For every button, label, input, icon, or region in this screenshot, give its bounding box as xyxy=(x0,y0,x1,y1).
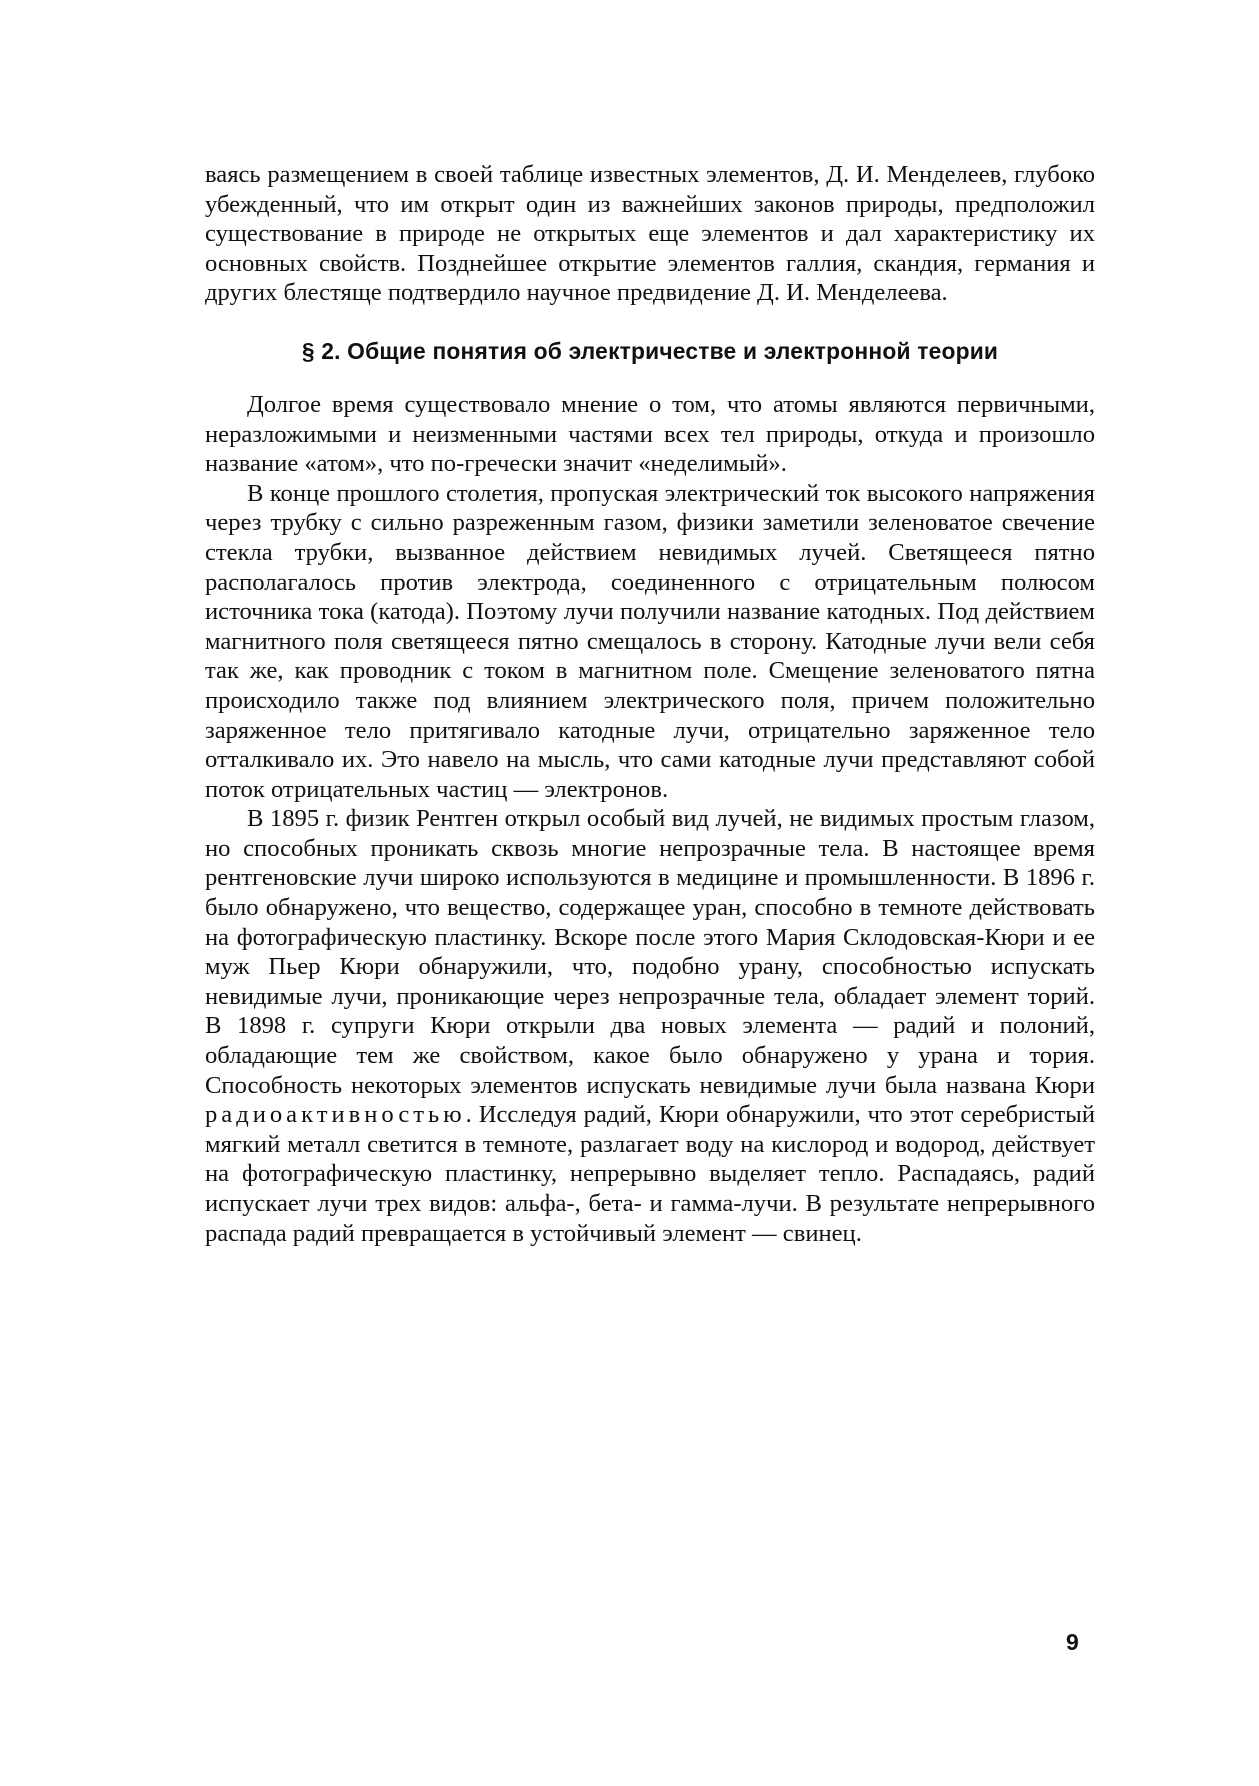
document-page xyxy=(205,160,1095,1248)
intro-paragraph: ваясь размещением в своей таблице известных элементов, Д. И. Менделеев, глубоко убежденный, что им открыт один из важнейших законов природы, предположил существование в природе не открытых еще элементов и дал характеристику их основных свойств. Позднейшее открытие элементов галлия, скандия, германия и других блестяще подтвердило научное предвидение Д. И. Менделеева. xyxy=(205,161,1095,307)
page-number: 9 xyxy=(1066,1629,1079,1655)
paragraph-radioactivity xyxy=(205,804,1095,1248)
paragraph-atoms: Долгое время существовало мнение о том, что атомы являются первичными, неразложимыми и неизменными частями всех тел природы, откуда и произошло название «атом», что по-гречески значит «неделимый». xyxy=(205,390,1095,478)
radioactivity-term: радиоактивностью xyxy=(205,1101,466,1129)
paragraph-radioactivity-part-2: . Исследуя радий, Кюри обнаружили, что этот серебристый мягкий металл светится в темноте, разлагает воду на кислород и водород, действует на фотографическую пластинку, непрерывно выделяет тепло. Распадаясь, радий испускает лучи трех видов: альфа-, бета- и гамма-лучи. В результате непрерывного распада радий превращается в устойчивый элемент — свинец. xyxy=(205,1101,1095,1247)
section-heading: § 2. Общие понятия об электричестве и электронной теории xyxy=(301,337,999,364)
paragraph-cathode-rays: В конце прошлого столетия, пропуская электрический ток высокого напряжения через трубку с сильно разреженным газом, физики заметили зеленоватое свечение стекла трубки, вызванное действием невидимых лучей. Светящееся пятно располагалось против электрода, соединенного с отрицательным полюсом источника тока (катода). Поэтому лучи получили название катодных. Под действием магнитного поля светящееся пятно смещалось в сторону. Катодные лучи вели себя так же, как проводник с током в магнитном поле. Смещение зеленоватого пятна происходило также под влиянием электрического поля, причем положительно заряженное тело притягивало катодные лучи, отрицательно заряженное тело отталкивало их. Это навело на мысль, что сами катодные лучи представляют собой поток отрицательных частиц — электронов. xyxy=(205,479,1095,803)
paragraph-radioactivity-part-1: В 1895 г. физик Рентген открыл особый вид лучей, не видимых простым глазом, но способных проникать сквозь многие непрозрачные тела. В настоящее время рентгеновские лучи широко используются в медицине и промышленности. В 1896 г. было обнаружено, что вещество, содержащее уран, способно в темноте действовать на фотографическую пластинку. Вскоре после этого Мария Склодовская-Кюри и ее муж Пьер Кюри обнаружили, что, подобно урану, способностью испускать невидимые лучи, проникающие через непрозрачные тела, обладает элемент торий. В 1898 г. супруги Кюри открыли два новых элемента — радий и полоний, обладающие тем же свойством, какое было обнаружено у урана и тория. Способность некоторых элементов испускать невидимые лучи была названа Кюри xyxy=(205,805,1095,1099)
